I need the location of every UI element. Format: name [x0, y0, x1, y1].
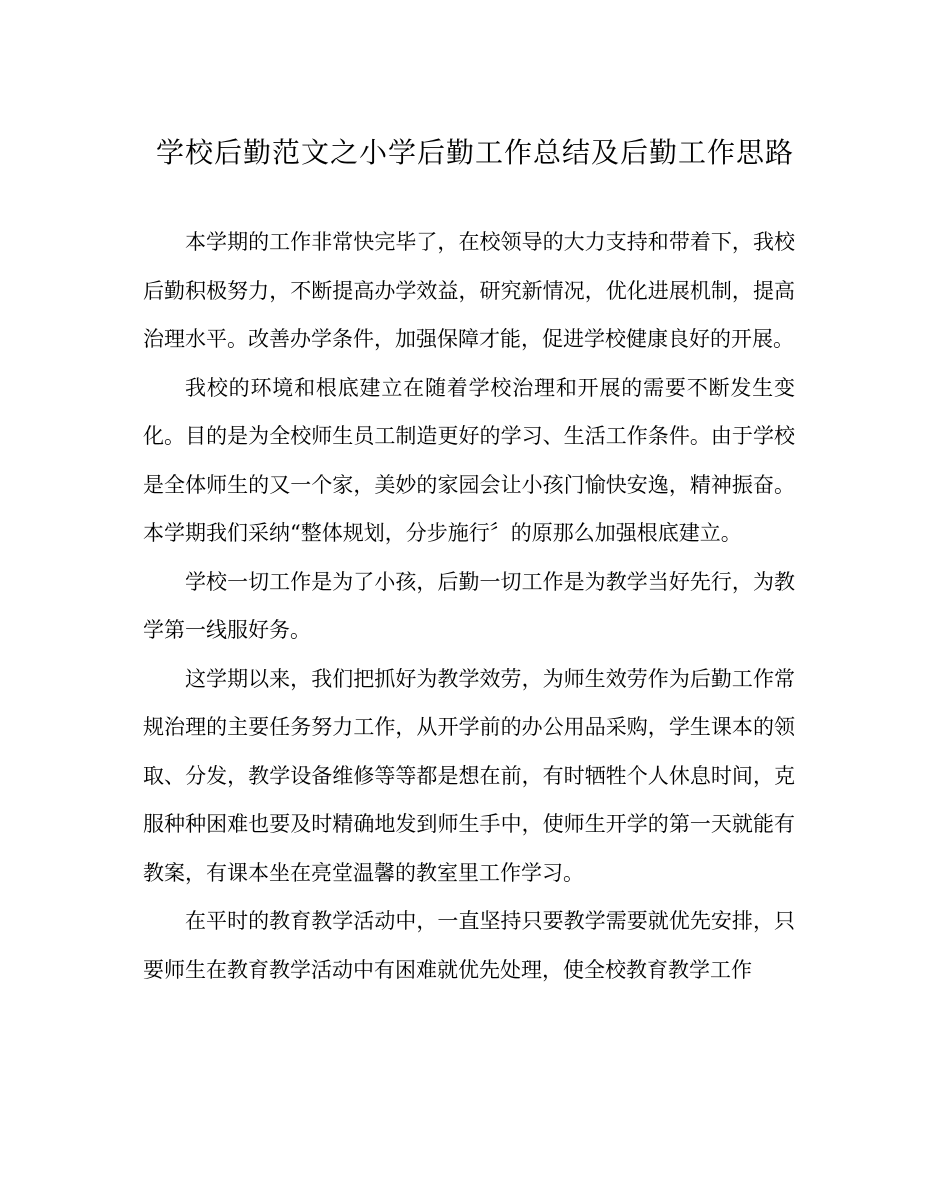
paragraph: 在平时的教育教学活动中，一直坚持只要教学需要就优先安排，只要师生在教育教学活动中有困难就优先处理，使全校教育教学工作: [143, 909, 795, 982]
paragraph: 学校一切工作是为了小孩，后勤一切工作是为教学当好先行，为教学第一线服好务。: [143, 569, 795, 642]
paragraph: 这学期以来，我们把抓好为教学效劳，为师生效劳作为后勤工作常规治理的主要任务努力工作，从开学前的办公用品采购，学生课本的领取、分发，教学设备维修等等都是想在前，有时牺牲个人休息时间，克服种种困难也要及时精确地发到师生手中，使师生开学的第一天就能有教案，有课本坐在亮堂温馨的教室里工作学习。: [143, 666, 795, 885]
document-body: [143, 218, 795, 994]
document-title: 学校后勤范文之小学后勤工作总结及后勤工作思路: [155, 136, 794, 169]
paragraph: 本学期的工作非常快完毕了，在校领导的大力支持和带着下，我校后勤积极努力，不断提高办学效益，研究新情况，优化进展机制，提高治理水平。改善办学条件，加强保障才能，促进学校健康良好的开展。: [143, 230, 795, 351]
paragraph: 我校的环境和根底建立在随着学校治理和开展的需要不断发生变化。目的是为全校师生员工制造更好的学习、生活工作条件。由于学校是全体师生的又一个家，美妙的家园会让小孩门愉快安逸，精神振奋。本学期我们采纳“整体规划，分步施行〞的原那么加强根底建立。: [143, 375, 795, 545]
